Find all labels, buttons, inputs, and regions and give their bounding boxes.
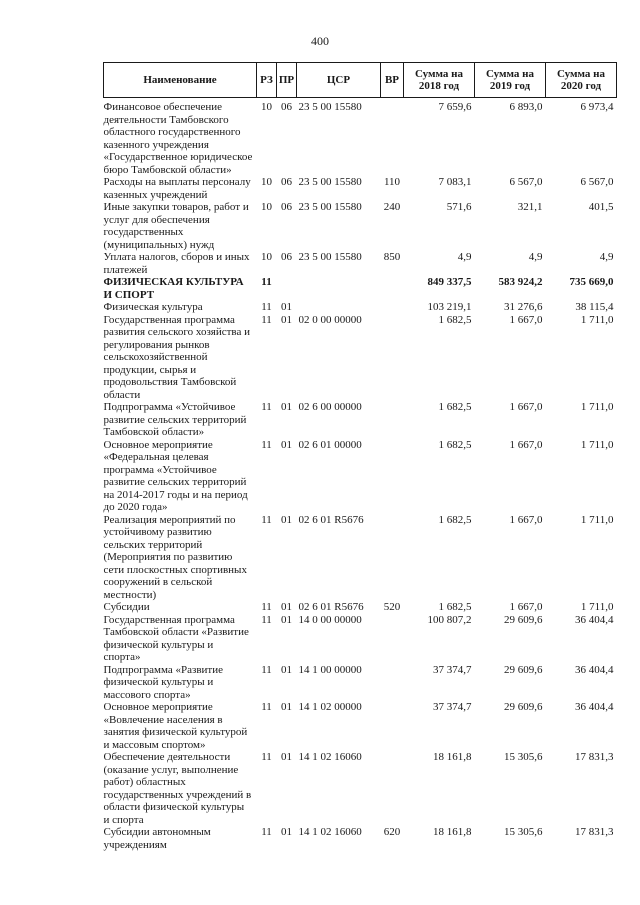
cell-sum-2019: 6 567,0 [509,176,543,188]
cell-sum-2020: 36 404,4 [575,663,614,676]
cell-pr: 01 [281,751,292,763]
cell-csr: 14 1 00 00000 [298,663,362,676]
cell-sum-2020: 4,9 [599,251,614,263]
cell-sum-2018: 103 219,1 [427,301,472,313]
cell-vr: 520 [383,601,401,613]
cell-vr [381,614,404,664]
header-rz: РЗ [257,63,277,98]
header-name: Наименование [104,63,257,98]
cell-csr: 02 6 01 R5676 [298,601,364,613]
cell-sum-2018: 1 682,5 [438,313,472,326]
cell-sum-2020: 1 711,0 [580,438,614,451]
cell-sum-2020: 401,5 [588,201,614,213]
cell-sum-2020: 735 669,0 [569,276,614,288]
cell-name: Реализация мероприятий по устойчивому развитию сельских территорий (Мероприятия по развитию сети плоскостных спортивных сооружений в сельской местности) [103,513,247,601]
cell-pr [277,276,297,301]
table-body [104,98,617,852]
cell-pr: 01 [281,301,292,313]
cell-pr: 01 [281,438,292,451]
header-csr: ЦСР [297,63,381,98]
cell-csr: 14 1 02 16060 [298,826,362,838]
cell-csr: 02 0 00 00000 [298,313,362,326]
cell-csr: 02 6 01 R5676 [298,513,364,526]
table-row [104,314,617,402]
cell-pr: 01 [281,313,292,326]
table-row [104,401,617,439]
cell-sum-2018: 1 682,5 [438,401,472,413]
cell-rz: 11 [261,826,272,838]
cell-rz: 11 [261,401,272,413]
cell-sum-2020: 38 115,4 [575,301,614,313]
cell-vr [381,664,404,702]
cell-vr: 110 [383,176,401,188]
cell-vr [381,314,404,402]
cell-sum-2019: 29 609,6 [504,701,543,713]
cell-vr [381,514,404,602]
cell-sum-2019: 1 667,0 [509,438,543,451]
cell-sum-2018: 1 682,5 [438,438,472,451]
table-row [104,614,617,664]
cell-csr [297,301,381,314]
cell-pr: 06 [281,251,292,263]
cell-rz: 11 [261,613,272,626]
cell-sum-2020: 1 711,0 [580,601,614,613]
cell-name: Государственная программа развития сельского хозяйства и регулирования рынков сельскохозяйственной продукции, сырья и продовольствия Тамбовской области [103,313,251,401]
cell-rz: 11 [261,301,272,313]
cell-sum-2018: 571,6 [446,201,472,213]
cell-name: Государственная программа Тамбовской области «Развитие физической культуры и спорта» [103,613,249,663]
cell-name: Физическая культура [103,301,203,313]
cell-rz: 11 [261,438,272,451]
cell-vr [381,401,404,439]
table-row [104,601,617,614]
page-number: 400 [311,34,329,48]
header-sum-2020: Сумма на 2020 год [546,63,617,98]
cell-csr: 14 1 02 16060 [298,751,362,763]
cell-pr: 06 [281,201,292,213]
cell-sum-2020: 6 567,0 [580,176,614,188]
cell-sum-2019: 6 893,0 [509,101,543,113]
cell-sum-2019: 15 305,6 [504,751,543,763]
cell-sum-2018: 4,9 [457,251,472,263]
cell-rz: 10 [261,201,272,213]
cell-rz: 11 [261,513,272,526]
table-row [104,514,617,602]
cell-sum-2020: 17 831,3 [575,751,614,763]
cell-rz: 11 [261,313,272,326]
cell-name: Уплата налогов, сборов и иных платежей [103,251,250,276]
cell-vr: 620 [383,826,401,838]
cell-sum-2019: 15 305,6 [504,826,543,838]
budget-table [103,62,617,851]
cell-csr: 14 1 02 00000 [298,701,362,713]
cell-name: Иные закупки товаров, работ и услуг для обеспечения государственных (муниципальных) нужд [103,201,249,251]
cell-csr: 23 5 00 15580 [298,251,362,263]
cell-sum-2020: 36 404,4 [575,701,614,713]
cell-name: Подпрограмма «Устойчивое развитие сельских территорий Тамбовской области» [103,401,247,438]
cell-name: Подпрограмма «Развитие физической культуры и массового спорта» [103,663,223,701]
cell-sum-2019: 583 924,2 [498,276,543,288]
cell-rz: 10 [261,101,272,113]
cell-rz: 10 [261,251,272,263]
cell-vr [381,701,404,751]
cell-pr: 01 [281,663,292,676]
cell-name: Субсидии [103,601,150,613]
cell-name: Расходы на выплаты персоналу казенных учреждений [103,176,251,201]
table-row [104,176,617,201]
cell-vr: 240 [383,201,401,213]
cell-name: Основное мероприятие «Вовлечение населения в занятия физической культурой и массовым спортом» [103,701,248,751]
cell-sum-2018: 18 161,8 [433,826,472,838]
cell-sum-2018: 37 374,7 [433,663,472,676]
cell-sum-2019: 321,1 [517,201,543,213]
cell-rz: 11 [261,663,272,676]
cell-sum-2019: 1 667,0 [509,401,543,413]
table-header [104,63,617,98]
table-row [104,826,617,851]
cell-name: Основное мероприятие «Федеральная целевая программа «Устойчивое развитие сельских территорий на 2014-2017 годы и на период до 2020 года» [103,438,248,513]
cell-sum-2019: 1 667,0 [509,601,543,613]
cell-sum-2019: 1 667,0 [509,313,543,326]
cell-pr: 01 [281,513,292,526]
cell-name: Субсидии автономным учреждениям [103,826,211,851]
cell-sum-2020: 1 711,0 [580,313,614,326]
cell-name: Финансовое обеспечение деятельности Тамбовского областного государственного казенного учреждения «Государственное юридическое бюро Тамбовской области» [103,101,253,176]
header-sum-2019: Сумма на 2019 год [475,63,546,98]
cell-sum-2018: 7 083,1 [438,176,472,188]
cell-rz: 11 [261,751,272,763]
header-sum-2018: Сумма на 2018 год [404,63,475,98]
table-row [104,201,617,251]
cell-sum-2019: 29 609,6 [504,663,543,676]
cell-pr: 01 [281,401,292,413]
cell-sum-2018: 100 807,2 [427,613,472,626]
cell-sum-2018: 37 374,7 [433,701,472,713]
cell-sum-2019: 1 667,0 [509,513,543,526]
table-row [104,701,617,751]
cell-csr [297,276,381,301]
cell-rz: 11 [261,276,272,288]
cell-sum-2020: 17 831,3 [575,826,614,838]
cell-pr: 01 [281,613,292,626]
table-row [104,439,617,514]
cell-sum-2019: 4,9 [528,251,543,263]
cell-rz: 11 [261,601,272,613]
table-row [104,301,617,314]
cell-csr: 23 5 00 15580 [298,176,362,188]
cell-vr [381,301,404,314]
cell-csr: 23 5 00 15580 [298,101,362,113]
cell-vr [381,98,404,177]
cell-pr: 06 [281,176,292,188]
cell-pr: 06 [281,101,292,113]
cell-vr [381,439,404,514]
table-row [104,251,617,276]
cell-pr: 01 [281,701,292,713]
header-pr: ПР [277,63,297,98]
cell-pr: 01 [281,601,292,613]
cell-pr: 01 [281,826,292,838]
table-row [104,98,617,177]
cell-sum-2019: 29 609,6 [504,613,543,626]
cell-sum-2019: 31 276,6 [504,301,543,313]
cell-csr: 02 6 01 00000 [298,438,362,451]
header-vr: ВР [381,63,404,98]
table-row [104,276,617,301]
table-row [104,751,617,826]
cell-rz: 11 [261,701,272,713]
cell-csr: 02 6 00 00000 [298,401,362,413]
cell-sum-2018: 849 337,5 [427,276,472,288]
cell-name: ФИЗИЧЕСКАЯ КУЛЬТУРА И СПОРТ [103,276,244,301]
cell-sum-2018: 18 161,8 [433,751,472,763]
cell-csr: 14 0 00 00000 [298,613,362,626]
cell-sum-2020: 1 711,0 [580,401,614,413]
cell-sum-2020: 1 711,0 [580,513,614,526]
cell-sum-2018: 1 682,5 [438,513,472,526]
cell-sum-2018: 1 682,5 [438,601,472,613]
cell-vr: 850 [383,251,401,263]
cell-sum-2020: 6 973,4 [580,101,614,113]
table-row [104,664,617,702]
cell-sum-2018: 7 659,6 [438,101,472,113]
cell-vr [381,751,404,826]
cell-vr [381,276,404,301]
cell-name: Обеспечение деятельности (оказание услуг, выполнение работ) областных государственных учреждений в области физической культуры и спорта [103,751,252,826]
cell-sum-2020: 36 404,4 [575,613,614,626]
cell-rz: 10 [261,176,272,188]
cell-csr: 23 5 00 15580 [298,201,362,213]
